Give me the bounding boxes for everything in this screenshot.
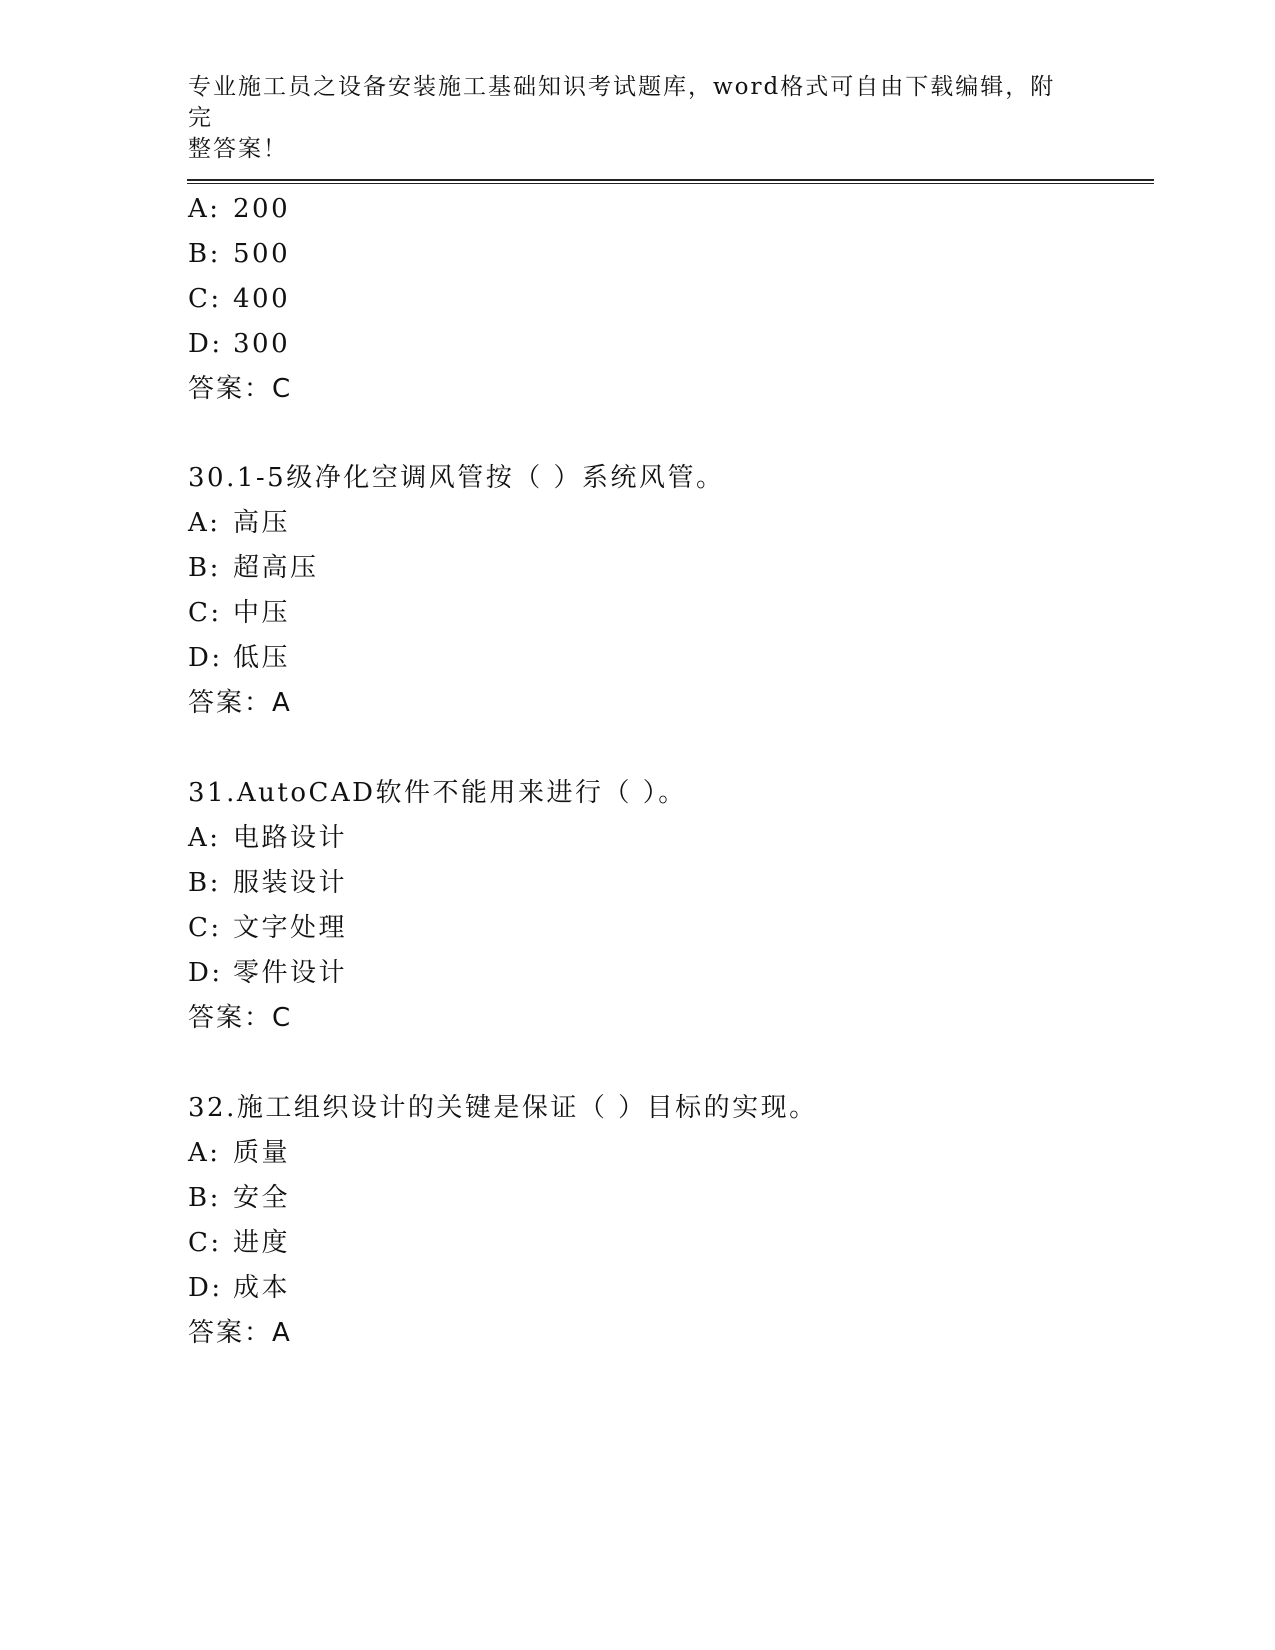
option-letter: A:: [188, 508, 221, 538]
option-letter: C:: [188, 1228, 222, 1258]
option-c: [188, 597, 290, 629]
option-letter: B:: [188, 868, 221, 898]
answer-line: 答案：A: [188, 1318, 292, 1348]
option-text: 文字处理: [233, 913, 348, 943]
question-30: 30.1-5级净化空调风管按（ ）系统风管。: [188, 463, 725, 493]
option-text: 质量: [233, 1138, 291, 1168]
option-text: 500: [233, 239, 291, 269]
header-line-1: 专业施工员之设备安装施工基础知识考试题库，word格式可自由下载编辑，附完: [188, 74, 1056, 131]
option-a: [188, 822, 347, 854]
option-b: [188, 552, 319, 584]
option-b: [188, 867, 347, 899]
option-text: 服装设计: [233, 868, 348, 898]
option-letter: B:: [188, 239, 221, 269]
option-c: [188, 1227, 290, 1259]
option-letter: C:: [188, 598, 222, 628]
option-letter: D:: [188, 643, 223, 673]
option-letter: A:: [188, 1138, 221, 1168]
option-letter: C:: [188, 284, 222, 314]
option-b: [188, 238, 290, 270]
option-text: 超高压: [233, 553, 319, 583]
answer-line: 答案：C: [188, 1003, 293, 1033]
option-letter: B:: [188, 553, 221, 583]
option-text: 200: [233, 194, 291, 224]
option-letter: A:: [188, 194, 221, 224]
option-text: 安全: [233, 1183, 291, 1213]
option-text: 成本: [233, 1273, 291, 1303]
option-text: 300: [233, 329, 291, 359]
option-letter: D:: [188, 329, 223, 359]
option-d: [188, 957, 347, 989]
option-text: 零件设计: [233, 958, 348, 988]
header-divider: [187, 179, 1154, 184]
option-text: 低压: [233, 643, 291, 673]
option-letter: D:: [188, 1273, 223, 1303]
option-a: [188, 507, 290, 539]
option-c: [188, 912, 347, 944]
option-d: [188, 328, 290, 360]
option-letter: D:: [188, 958, 223, 988]
option-letter: A:: [188, 823, 221, 853]
question-32: 32.施工组织设计的关键是保证（ ）目标的实现。: [188, 1093, 818, 1123]
option-text: 400: [233, 284, 291, 314]
option-letter: C:: [188, 913, 222, 943]
option-a: [188, 193, 290, 225]
option-c: [188, 283, 290, 315]
answer-line: 答案：C: [188, 374, 293, 404]
option-text: 高压: [233, 508, 291, 538]
document-header: [188, 72, 1068, 165]
option-text: 中压: [233, 598, 291, 628]
answer-line: 答案：A: [188, 688, 292, 718]
option-a: [188, 1137, 290, 1169]
header-line-2: 整答案！: [188, 136, 288, 162]
option-letter: B:: [188, 1183, 221, 1213]
option-d: [188, 642, 290, 674]
option-text: 进度: [233, 1228, 291, 1258]
option-d: [188, 1272, 290, 1304]
option-b: [188, 1182, 290, 1214]
question-31: 31.AutoCAD软件不能用来进行（ ）。: [188, 778, 687, 808]
option-text: 电路设计: [233, 823, 348, 853]
